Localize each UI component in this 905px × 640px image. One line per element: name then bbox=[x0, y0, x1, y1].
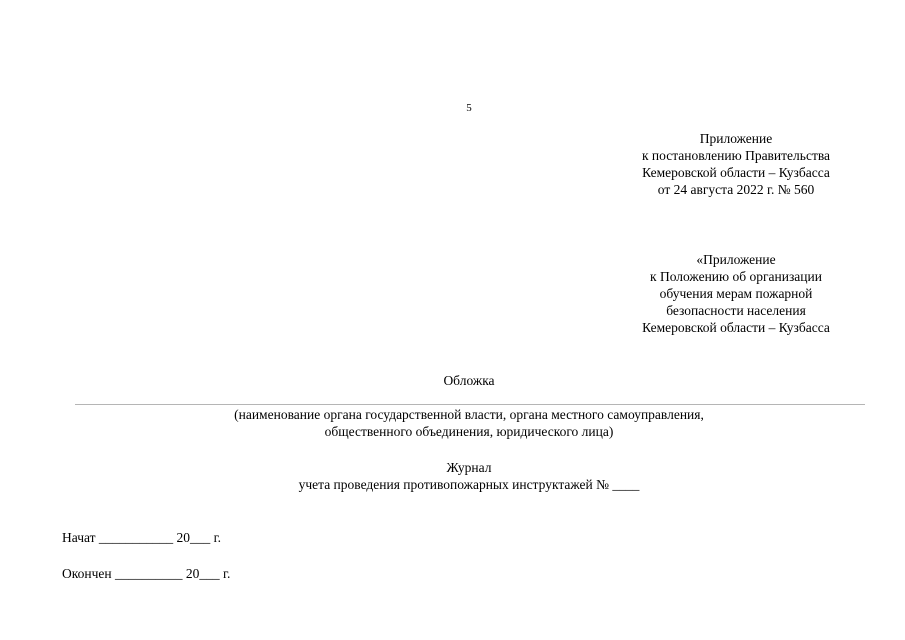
regulation-appendix-header bbox=[600, 251, 872, 336]
organization-name-line bbox=[75, 404, 865, 405]
journal-subtitle: учета проведения противопожарных инструктажей № ____ bbox=[298, 477, 640, 492]
regulation-appendix-line: безопасности населения bbox=[666, 303, 806, 318]
organization-caption-line: общественного объединения, юридического лица) bbox=[324, 424, 614, 439]
regulation-appendix-line: Кемеровской области – Кузбасса bbox=[642, 320, 830, 335]
journal-title: Журнал bbox=[446, 460, 492, 475]
regulation-appendix-line: к Положению об организации bbox=[650, 269, 822, 284]
appendix-header-line: Кемеровской области – Кузбасса bbox=[642, 165, 830, 180]
appendix-header bbox=[600, 130, 872, 198]
page-number: 5 bbox=[466, 102, 472, 114]
appendix-header-line: к постановлению Правительства bbox=[641, 148, 831, 163]
regulation-appendix-line: «Приложение bbox=[696, 252, 776, 267]
cover-title: Обложка bbox=[443, 373, 495, 388]
organization-caption-line: (наименование органа государственной власти, органа местного самоуправления, bbox=[234, 407, 704, 422]
start-date-line: Начат ___________ 20___ г. bbox=[62, 530, 222, 545]
appendix-header-line: от 24 августа 2022 г. № 560 bbox=[657, 182, 815, 197]
end-date-line: Окончен __________ 20___ г. bbox=[62, 566, 231, 581]
journal-heading bbox=[0, 459, 905, 493]
regulation-appendix-line: обучения мерам пожарной bbox=[659, 286, 813, 301]
appendix-header-line: Приложение bbox=[699, 131, 773, 146]
organization-caption bbox=[0, 406, 905, 440]
